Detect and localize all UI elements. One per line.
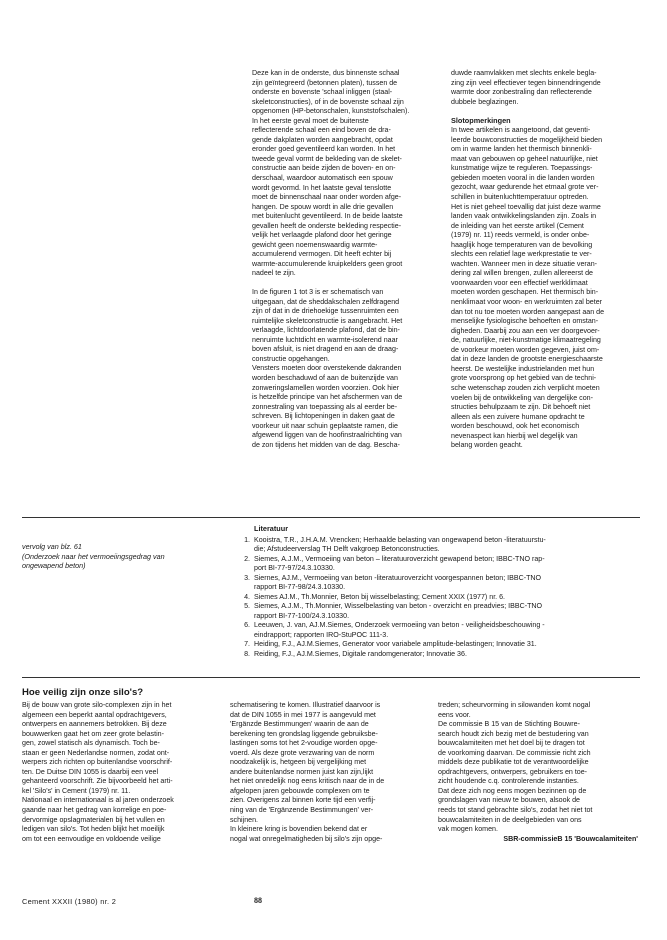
literature-heading: Literatuur [254, 524, 289, 533]
article-column-2 [230, 701, 428, 844]
body-paragraph: treden; scheurvorming in silowanden komt nogal eens voor. De commissie B 15 van de Stichting Bouwre- search houdt zich bezig met de bestudering van bouwcalamiteiten met het doel bij te dragen tot de voorkoming daarvan. De commissie richt zich middels deze publikatie tot de verantwoordelijke opdrachtgevers, ontwerpers, gebruikers en toe- zicht houdende c.q. controlerende instanties. Dat deze zich nog eens mogen bezinnen op de grondslagen van nieuw te bouwen, alsook de reeds tot stand gebrachte silo's, zodat het niet tot bouwcalamiteiten in de deelgebieden van ons vak mogen komen. [438, 701, 593, 834]
literature-item: 5. Siemes, A.J.M., Th.Monnier, Wisselbelasting van beton - overzicht en preadvies; IBBC-TNO rapport BI-77-100/24.3.10330. [244, 602, 543, 620]
continuation-note [22, 542, 237, 571]
right-column [451, 69, 637, 451]
divider-rule [22, 517, 640, 518]
literature-item: 7. Heiding, F.J., AJ.M.Siemes, Generator voor variabele amplitude-belastingen; Innovatie 31. [244, 640, 537, 648]
body-paragraph: In de figuren 1 tot 3 is er schematisch van uitgegaan, dat de sheddakschalen zelfdragend zijn of dat in de driehoekige tussenruimten een ruimtelijke skeletconstructie is aangebracht. Het verlaagde, lichtdoorlatende plafond, dat de bin- nenruimte luchtdicht en warmte-isolerend naar boven afsluit, is niet dragend en aan de draag- constructie opgehangen. [252, 288, 403, 363]
body-paragraph: Deze kan in de onderste, dus binnenste schaal zijn geïntegreerd (betonnen platen), tussen de onderste en bovenste 'schaal inliggen (staal- skeletconstructies), of in de bovenste schaal zijn opgenomen (HP-betonschalen, kunststofschalen). In het eerste geval moet de buitenste reflecterende schaal een eind boven de dra- gende dakplaten worden aangebracht, opdat eronder goed geventileerd kan worden. In het tweede geval vormt de bekleding van de skelet- constructie aan beide zijden de boven- en on- derschaal, waardoor automatisch een spouw wordt gevormd. In het laatste geval tenslotte moet de binnenschaal naar onder worden afge- hangen. De spouw wordt in alle drie gevallen met buitenlucht geventileerd. In de beide laatste gevallen heeft de onderste bekleding respectie- velijk het verlaagde plafond door het geringe gewicht geen noemenswaardig warmte- accumulerend vermogen. Dit heeft echter bij warmte-accumulerende kruipkelders geen groot nadeel te zijn. [252, 69, 410, 278]
continuation-note-reference: vervolg van blz. 61 [22, 542, 82, 551]
middle-column [252, 69, 438, 450]
literature-item: 4. Siemes AJ.M., Th.Monnier, Beton bij wisselbelasting; Cement XXIX (1977) nr. 6. [244, 592, 506, 601]
section-heading: Slotopmerkingen [451, 116, 511, 126]
journal-footer: Cement XXXII (1980) nr. 2 [22, 897, 117, 906]
literature-item: 8. Reiding, F.J., AJ.M.Siemes, Digitale randomgenerator; Innovatie 36. [244, 649, 467, 658]
literature-list [238, 524, 648, 659]
article-column-3 [438, 701, 638, 844]
literature-item: 3. Siernes, AJ.M., Vermoeiing van beton -literatuuroverzicht voorgespannen beton; IBBC-TNO rapport BI-77-98/24.3.10330. [244, 573, 542, 591]
article-signature: SBR-commissieB 15 'Bouwcalamiteiten' [503, 834, 638, 843]
body-paragraph: duwde raamvlakken met slechts enkele begla- zing zijn veel effectiever tegen binnendringende warmte door zonbestraling dan reflecterende dubbele beglazingen. [451, 69, 601, 106]
body-paragraph: Bij de bouw van grote silo-complexen zijn in het algemeen een beperkt aantal opdrachtgevers, ontwerpers en aannemers betrokken. Bij deze bouwwerken gaat het om zeer grote belastin- gen, zowel statisch als dynamisch. Toch be- staan er geen Nederlandse normen, zodat ont- werpers zich richten op buitenlandse voorschrif- ten. De Duitse DIN 1055 is daarbij een veel gehanteerd voorschrift. Zie bijvoorbeeld het arti- kel 'Silo's' in Cement (1979) nr. 11. Nationaal en internationaal is al jaren onderzoek gaande naar het gedrag van korrelige en poe- dervormige opslagmaterialen bij het vullen en ledigen van silo's. Tot heden blijkt het moeilijk om tot een eenvoudige en voldoende veilige [22, 701, 174, 843]
body-paragraph: In twee artikelen is aangetoond, dat geventi- leerde bouwconstructies de mogelijkheid bieden om in warme landen het thermisch binnenkli- maat van gebouwen op geheel natuurlijke, niet kunstmatige wijze te reguleren. Toepassings- gebieden moeten vooral in die landen worden gezocht, waar gedurende het etmaal grote ver- schillen in buitenluchttemperatuur optreden. Het is niet geheel toevallig dat juist deze warme landen vaak ontwikkelingslanden zijn. Zoals in de inleiding van het eerste artikel (Cement (1979) nr. 11) reeds vermeld, is onder onbe- haaglijk hoge temperaturen van de bevolking slechts een relatief lage werkprestatie te ver- wachten. Wanneer men in deze situatie veran- dering zal willen brengen, zullen allereerst de voorwaarden voor een effectief werkklimaat moeten worden geschapen. Het thermisch bin- nenklimaat voor woon- en werkruimten zal beter dan tot nu toe moeten worden aangepast aan de menselijke fysiologische behoeften en omstan- digheden. Daarbij zou aan een ver doorgevoer- de, natuurlijke, niet-kunstmatige klimaatregeling de voorkeur moeten worden gegeven, juist om- dat in deze landen de grootste energieschaarste heerst. De westelijke industrielanden met hun grote voorsprong op het gebied van de techni- sche wetenschap zouden zich verplicht moeten voelen bij de ontwikkeling van dergelijke con- structies behulpzaam te zijn. Dit behoeft niet alleen als een zuivere humane opdracht te worden beschouwd, ook het economisch nevenaspect kan hierbij wel degelijk van belang worden geacht. [451, 126, 605, 450]
literature-item: 1. Kooistra, T.R., J.H.A.M. Vrencken; Herhaalde belasting van ongewapend beton -literatuurstu- die; Afstudeerverslag TH Delft vakgroep Betonconstructies. [244, 535, 546, 553]
article-title: Hoe veilig zijn onze silo's? [22, 687, 144, 698]
body-paragraph: Vensters moeten door overstekende dakranden worden beschaduwd of aan de buitenzijde van zonweringslamellen worden voorzien. Ook hier is hetzelfde principe van het afschermen van de zonnestraling van toepassing als al eerder be- schreven. Bij lichtopeningen in daken gaat de voorkeur uit naar schuin geplaatste ramen, die afgewend liggen van de hoofinstraalrichting van de zon tijdens het midden van de dag. Bescha- [252, 364, 403, 449]
page-number: 88 [254, 896, 262, 905]
literature-item: 6. Leeuwen, J. van, AJ.M.Siemes, Onderzoek vermoeiing van beton - veiligheidsbeschouwing - eindrapport; rapporten IRO-StuPOC 111-3. [244, 621, 545, 639]
body-paragraph: schematisering te komen. Illustratief daarvoor is dat de DIN 1055 in mei 1977 is aangevuld met 'Ergänzde Bestimmungen' waarin de aan de berekening ten grondslag liggende gebruiksbe- lastingen soms tot het 2-voudige worden opge- voerd. Als deze grote verzwaring van de norm noodzakelijk is, hetgeen bij vergelijking met andere buitenlandse normen juist kan zijn,lijkt het niet onredelijk nog eens kritisch naar de in de afgelopen jaren gebouwde complexen om te zien. Overigens zal binnen korte tijd een verfij- ning van de 'Ergänzende Bestimmungen' ver- schijnen. In kleinere kring is bovendien bekend dat er nogal wat onregelmatigheden bij silo's zijn opge- [230, 701, 385, 843]
article-column-1 [22, 701, 220, 844]
continuation-note-subject: (Onderzoek naar het vermoeiingsgedrag van ongewapend beton) [22, 551, 165, 571]
literature-item: 2. Siemes, A.J.M., Vermoeiing van beton – literatuuroverzicht gewapend beton; IBBC-TNO rap- port BI-77-97/24.3.10330. [244, 554, 545, 572]
divider-rule [22, 677, 640, 678]
